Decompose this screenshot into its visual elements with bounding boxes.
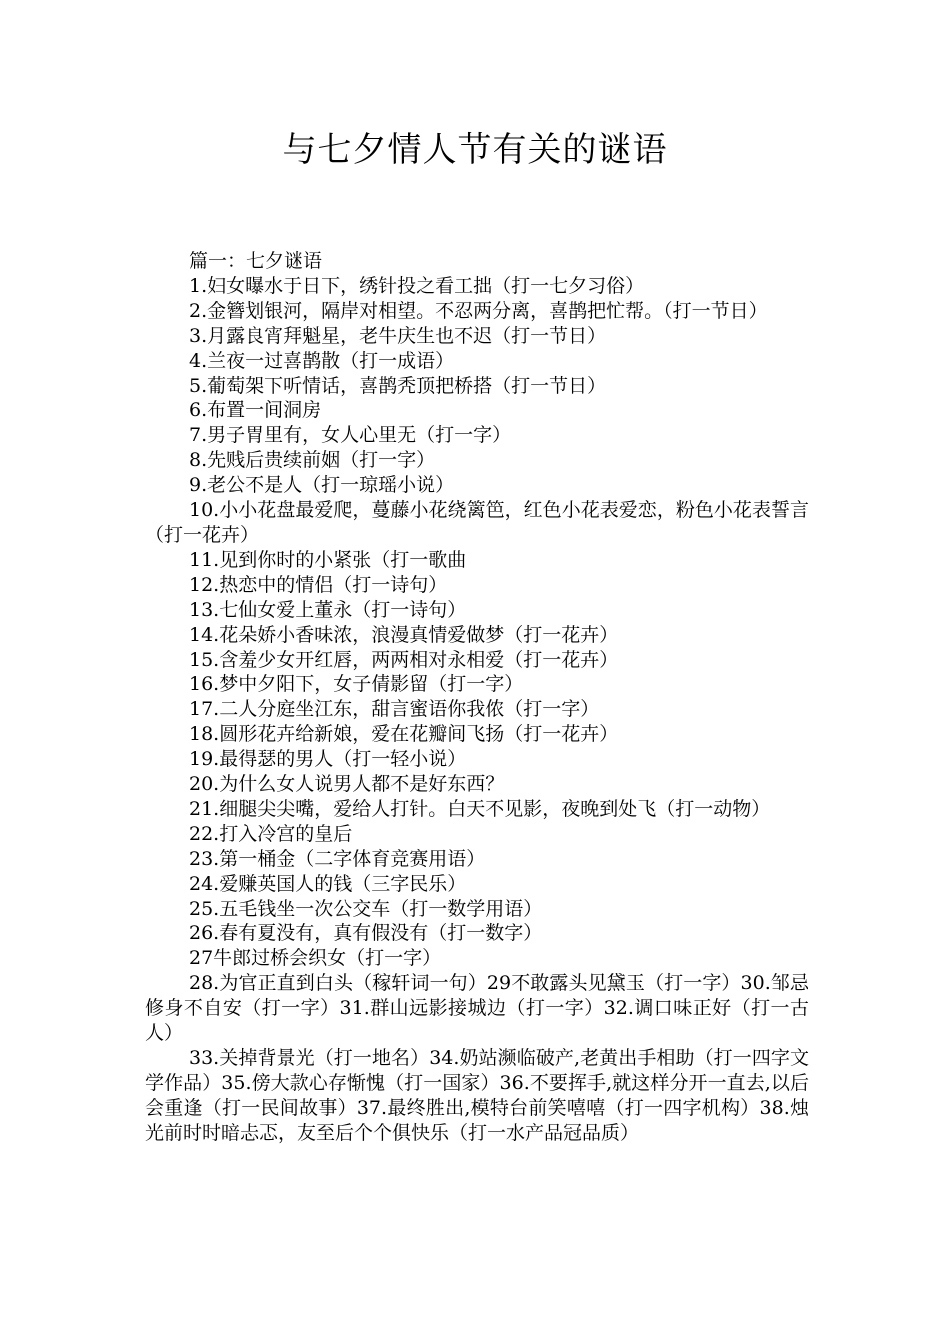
riddle-paragraph: 4.兰夜一过喜鹊散（打一成语）	[189, 349, 455, 372]
riddle-paragraph: 13.七仙女爱上董永（打一诗句）	[189, 598, 467, 621]
riddle-paragraph: 3.月露良宵拜魁星，老牛庆生也不迟（打一节日）	[189, 324, 607, 347]
document-body	[145, 249, 809, 1146]
riddle-paragraph: 2.金簪划银河，隔岸对相望。不忍两分离，喜鹊把忙帮。（打一节日）	[189, 299, 768, 322]
riddle-paragraph: 5.葡萄架下听情话，喜鹊秃顶把桥搭（打一节日）	[189, 374, 607, 397]
document-title: 与七夕情人节有关的谜语	[282, 130, 668, 170]
riddle-paragraph: 10.小小花盘最爱爬，蔓藤小花绕篱笆，红色小花表爱恋，粉色小花表誓言（打一花卉）	[145, 499, 809, 546]
riddle-paragraph: 23.第一桶金（二字体育竞赛用语）	[189, 847, 486, 870]
riddle-paragraph: 20.为什么女人说男人都不是好东西？	[189, 773, 505, 796]
riddle-paragraph: 19.最得瑟的男人（打一轻小说）	[189, 748, 467, 771]
riddle-paragraph: 1.妇女曝水于日下，绣针投之看工拙（打一七夕习俗）	[189, 274, 645, 297]
riddle-paragraph: 6.布置一间洞房	[189, 399, 322, 422]
riddle-paragraph: 16.梦中夕阳下，女子倩影留（打一字）	[189, 673, 524, 696]
riddle-paragraph: 15.含羞少女开红唇，两两相对永相爱（打一花卉）	[189, 648, 619, 671]
riddle-paragraph: 7.男子胃里有，女人心里无（打一字）	[189, 424, 512, 447]
riddle-paragraph: 18.圆形花卉给新娘，爱在花瓣间飞扬（打一花卉）	[189, 723, 619, 746]
riddle-paragraph: 21.细腿尖尖嘴，爱给人打针。白天不见影，夜晚到处飞（打一动物）	[189, 797, 771, 820]
riddle-paragraph: 26.春有夏没有，真有假没有（打一数字）	[189, 922, 543, 945]
riddle-paragraph: 12.热恋中的情侣（打一诗句）	[189, 573, 448, 596]
riddle-paragraph: 9.老公不是人（打一琼瑶小说）	[189, 474, 455, 497]
riddle-paragraph: 17.二人分庭坐江东，甜言蜜语你我侬（打一字）	[189, 698, 600, 721]
riddle-paragraph: 24.爱赚英国人的钱（三字民乐）	[189, 872, 467, 895]
riddle-paragraph: 22.打入冷宫的皇后	[189, 822, 353, 845]
riddle-paragraph: 8.先贱后贵续前姻（打一字）	[189, 449, 436, 472]
section-heading: 篇一：七夕谜语	[189, 250, 323, 272]
riddle-paragraph: 28.为官正直到白头（稼轩词一句）29不敢露头见黛玉（打一字）30.邹忌修身不自安（打一字）31.群山远影接城边（打一字）32.调口味正好（打一古人）	[145, 972, 809, 1045]
riddle-paragraph: 27牛郎过桥会织女（打一字）	[189, 947, 442, 970]
riddle-paragraph: 25.五毛钱坐一次公交车（打一数学用语）	[189, 897, 543, 920]
riddle-paragraph: 11.见到你时的小紧张（打一歌曲	[189, 548, 467, 571]
riddle-paragraph: 14.花朵娇小香味浓，浪漫真情爱做梦（打一花卉）	[189, 623, 619, 646]
riddle-paragraph: 33.关掉背景光（打一地名）34.奶站濒临破产,老黄出手相助（打一四字文学作品）35.傍大款心存惭愧（打一国家）36.不要挥手,就这样分开一直去,以后会重逢（打一民间故事）37.最终胜出,模特台前笑嘻嘻（打一四字机构）38.烛光前时时暗忐忑，友至后个个俱快乐（打一水产品冠品质）	[145, 1047, 809, 1144]
